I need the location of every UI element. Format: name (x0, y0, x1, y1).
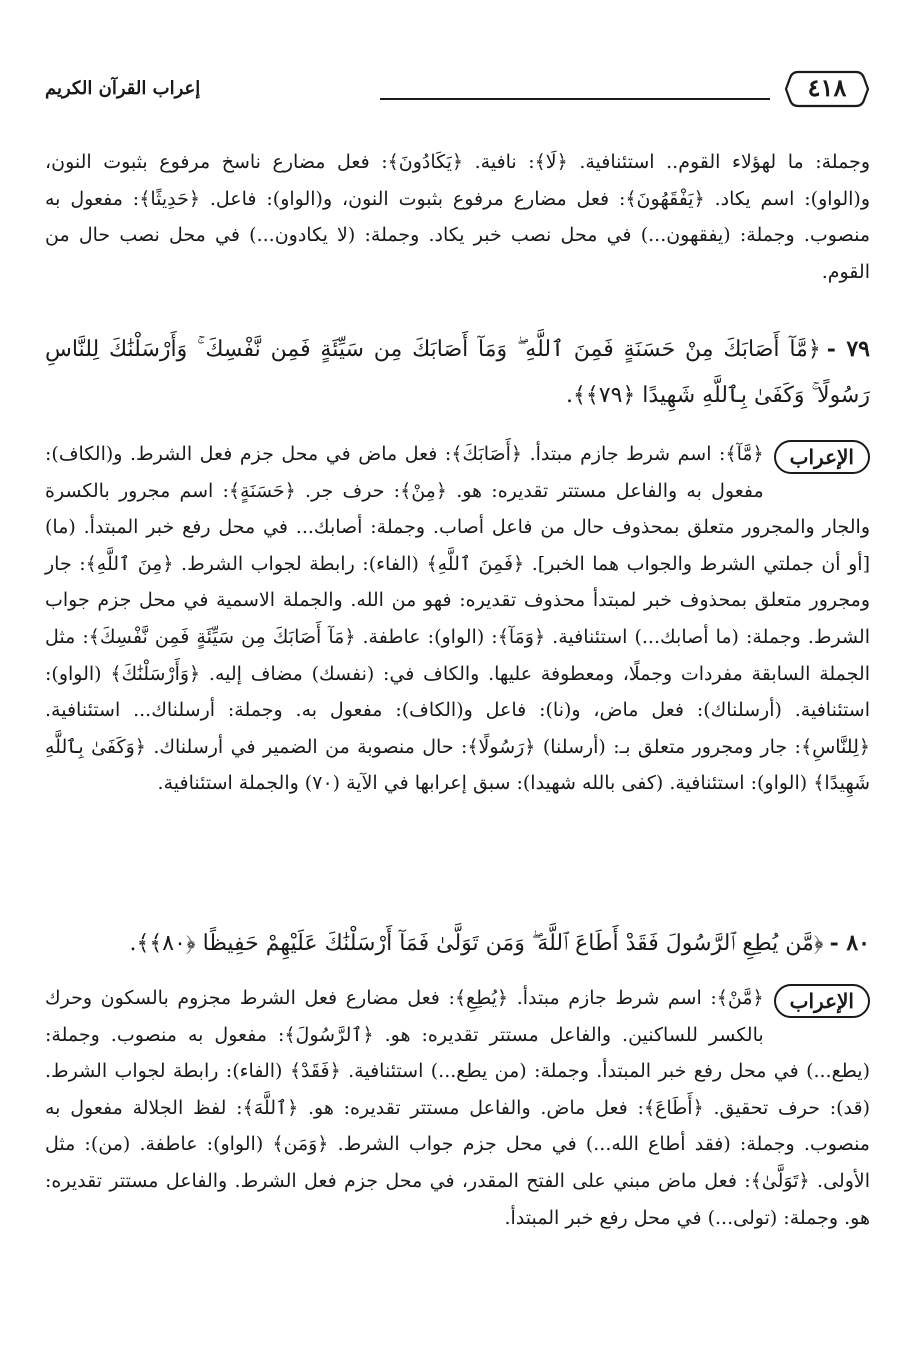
verse-text: ﴿مَّن يُطِعِ ٱلرَّسُولَ فَقَدْ أَطَاعَ ٱللَّهَ ۖ وَمَن تَوَلَّىٰ فَمَآ أَرْسَلْنَٰكَ عَلَيْهِمْ حَفِيظًا ﴿٨٠﴾﴾. (129, 931, 824, 956)
verse-number: ٧٩ - (826, 336, 870, 362)
irab-79-paragraph (45, 436, 870, 802)
irab-79-text: ﴿مَّآ﴾: اسم شرط جازم مبتدأ. ﴿أَصَابَكَ﴾: فعل ماض في محل جزم فعل الشرط. و(الكاف): مفعول به والفاعل مستتر تقديره: هو. ﴿مِنْ﴾: حرف جر. ﴿حَسَنَةٍ﴾: اسم مجرور بالكسرة والجار والمجرور متعلق بمحذوف حال من فاعل أصاب. وجملة: أصابك... في محل رفع خبر المبتدأ. (ما) [أو أن جملتي الشرط والجواب هما الخبر]. ﴿فَمِنَ ٱللَّهِ﴾ (الفاء): رابطة لجواب الشرط. ﴿مِنَ ٱللَّهِ﴾: جار ومجرور متعلق بمحذوف خبر لمبتدأ محذوف تقديره: فهو من الله. والجملة الاسمية في محل جزم جواب الشرط. وجملة: (ما أصابك...) استئنافية. ﴿وَمَآ﴾: (الواو): عاطفة. ﴿مَآ أَصَابَكَ مِن سَيِّئَةٍ فَمِن نَّفْسِكَ﴾: مثل الجملة السابقة مفردات وجملًا، ومعطوفة عليها. والكاف في: (نفسك) مضاف إليه. ﴿وَأَرْسَلْنَٰكَ﴾ (الواو): استئنافية. (أرسلناك): فعل ماض، و(نا): فاعل و(الكاف): مفعول به. وجملة: أرسلناك... استئنافية. ﴿لِلنَّاسِ﴾: جار ومجرور متعلق بـ: (أرسلنا) ﴿رَسُولًا﴾: حال منصوبة من الضمير في أرسلناك. ﴿وَكَفَىٰ بِٱللَّهِ شَهِيدًا﴾ (الواو): استئنافية. (كفى بالله شهيدا): سبق إعرابها في الآية (٧٠) والجملة استئنافية. (45, 443, 870, 795)
verse-80 (45, 920, 870, 967)
irab-80-text: ﴿مَّنْ﴾: اسم شرط جازم مبتدأ. ﴿يُطِعِ﴾: فعل مضارع فعل الشرط مجزوم بالسكون وحرك بالكسر للساكنين. والفاعل مستتر تقديره: هو. ﴿ٱلرَّسُولَ﴾: مفعول به منصوب. وجملة: (يطع...) في محل رفع خبر المبتدأ. وجملة: (من يطع...) استئنافية. ﴿فَقَدْ﴾ (الفاء): رابطة لجواب الشرط. (قد): حرف تحقيق. ﴿أَطَاعَ﴾: فعل ماض. والفاعل مستتر تقديره: هو. ﴿ٱللَّهَ﴾: لفظ الجلالة مفعول به منصوب. وجملة: (فقد أطاع الله...) في محل جزم جواب الشرط. ﴿وَمَن﴾ (الواو): عاطفة. (من): مثل الأولى. ﴿تَوَلَّىٰ﴾: فعل ماض مبني على الفتح المقدر، في محل جزم فعل الشرط. والفاعل مستتر تقديره: هو. وجملة: (تولى...) في محل رفع خبر المبتدأ. (45, 987, 870, 1229)
verse-number: ٨٠ - (829, 930, 870, 956)
page (45, 60, 870, 1330)
verse-79 (45, 326, 870, 419)
page-number-frame (784, 68, 870, 110)
page-header (45, 68, 870, 114)
page-number: ٤١٨ (807, 73, 847, 102)
book-title: إعراب القرآن الكريم (45, 78, 201, 99)
irab-badge: الإعراب (774, 984, 870, 1018)
irab-badge: الإعراب (774, 440, 870, 474)
verse-text: ﴿مَّآ أَصَابَكَ مِنْ حَسَنَةٍ فَمِنَ ٱللَّهِ ۖ وَمَآ أَصَابَكَ مِن سَيِّئَةٍ فَمِن نَّفْسِكَ ۚ وَأَرْسَلْنَٰكَ لِلنَّاسِ رَسُولًا ۚ وَكَفَىٰ بِٱللَّهِ شَهِيدًا ﴿٧٩﴾﴾. (45, 337, 870, 408)
intro-paragraph: وجملة: ما لهؤلاء القوم.. استئنافية. ﴿لَا﴾: نافية. ﴿يَكَادُونَ﴾: فعل مضارع ناسخ مرفوع بثبوت النون، و(الواو): اسم يكاد. ﴿يَفْقَهُونَ﴾: فعل مضارع مرفوع بثبوت النون، و(الواو): فاعل. ﴿حَدِيثًا﴾: مفعول به منصوب. وجملة: (يفقهون...) في محل نصب خبر يكاد. وجملة: (لا يكادون...) في محل نصب حال من القوم. (45, 151, 870, 283)
header-rule (380, 98, 770, 100)
irab-80-paragraph (45, 980, 870, 1236)
